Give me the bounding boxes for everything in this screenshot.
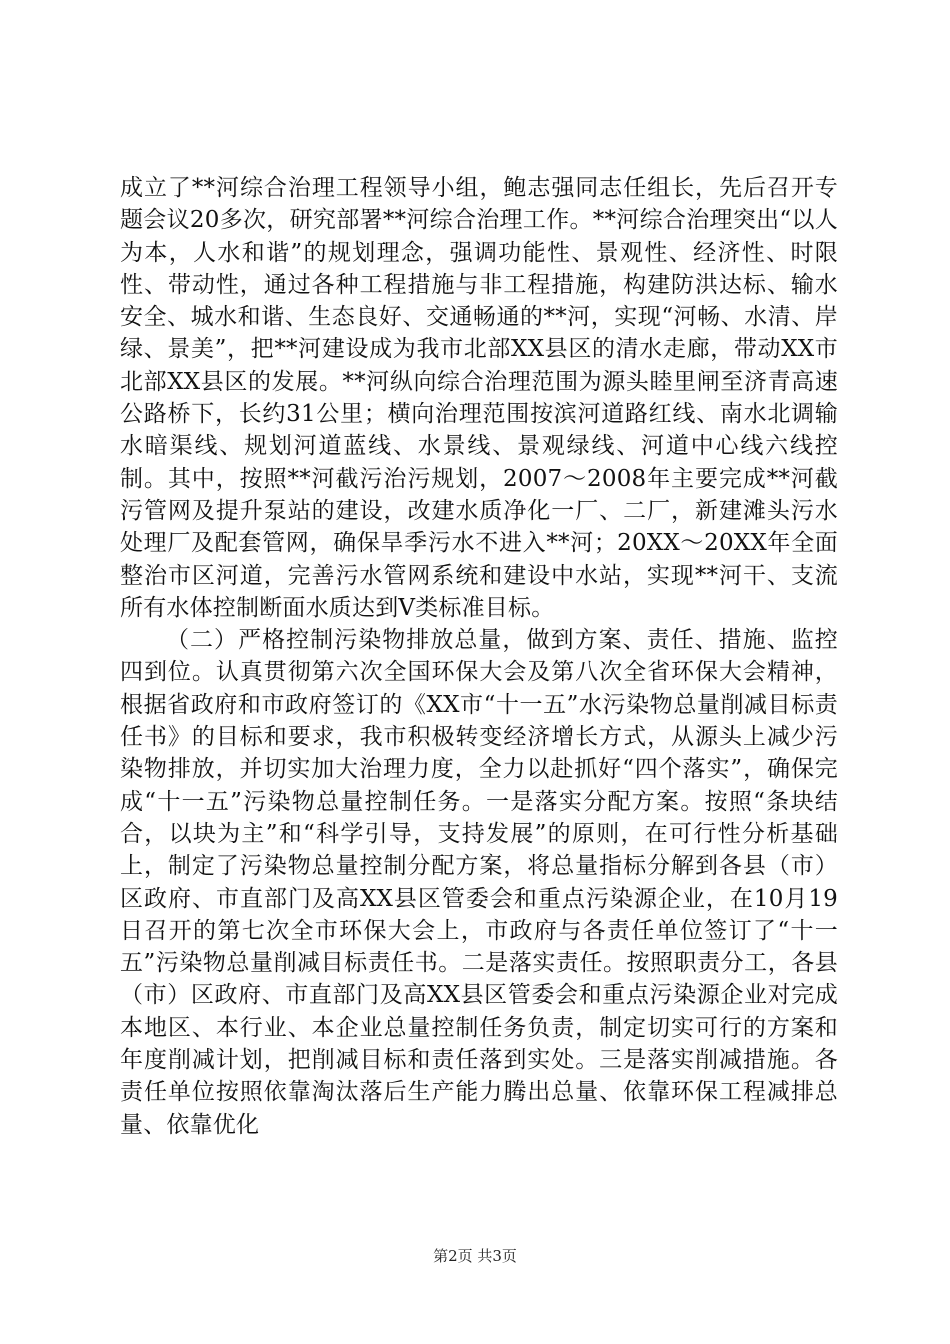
page-number-label: 第2页 共3页 bbox=[433, 1247, 517, 1265]
document-body bbox=[120, 172, 838, 1141]
paragraph-1: 成立了**河综合治理工程领导小组，鲍志强同志任组长，先后召开专题会议20多次，研究部署**河综合治理工作。**河综合治理突出“以人为本，人水和谐”的规划理念，强调功能性、景观性、经济性、时限性、带动性，通过各种工程措施与非工程措施，构建防洪达标、输水安全、城水和谐、生态良好、交通畅通的**河，实现“河畅、水清、岸绿、景美”，把**河建设成为我市北部XX县区的清水走廊，带动XX市北部XX县区的发展。**河纵向综合治理范围为源头睦里闸至济青高速公路桥下，长约31公里；横向治理范围按滨河道路红线、南水北调输水暗渠线、规划河道蓝线、水景线、景观绿线、河道中心线六线控制。其中，按照**河截污治污规划，2007～2008年主要完成**河截污管网及提升泵站的建设，改建水质净化一厂、二厂，新建滩头污水处理厂及配套管网，确保旱季污水不进入**河；20XX～20XX年全面整治市区河道，完善污水管网系统和建设中水站，实现**河干、支流所有水体控制断面水质达到Ⅴ类标准目标。 bbox=[120, 175, 838, 621]
page-footer bbox=[0, 1245, 950, 1266]
paragraph-2: （二）严格控制污染物排放总量，做到方案、责任、措施、监控四到位。认真贯彻第六次全国环保大会及第八次全省环保大会精神，根据省政府和市政府签订的《XX市“十一五”水污染物总量削减目标责任书》的目标和要求，我市积极转变经济增长方式，从源头上减少污染物排放，并切实加大治理力度，全力以赴抓好“四个落实”，确保完成“十一五”污染物总量控制任务。一是落实分配方案。按照“条块结合，以块为主”和“科学引导，支持发展”的原则，在可行性分析基础上，制定了污染物总量控制分配方案，将总量指标分解到各县（市）区政府、市直部门及高XX县区管委会和重点污染源企业，在10月19日召开的第七次全市环保大会上，市政府与各责任单位签订了“十一五”污染物总量削减目标责任书。二是落实责任。按照职责分工，各县（市）区政府、市直部门及高XX县区管委会和重点污染源企业对完成本地区、本行业、本企业总量控制任务负责，制定切实可行的方案和年度削减计划，把削减目标和责任落到实处。三是落实削减措施。各责任单位按照依靠淘汰落后生产能力腾出总量、依靠环保工程减排总量、依靠优化 bbox=[120, 627, 838, 1138]
